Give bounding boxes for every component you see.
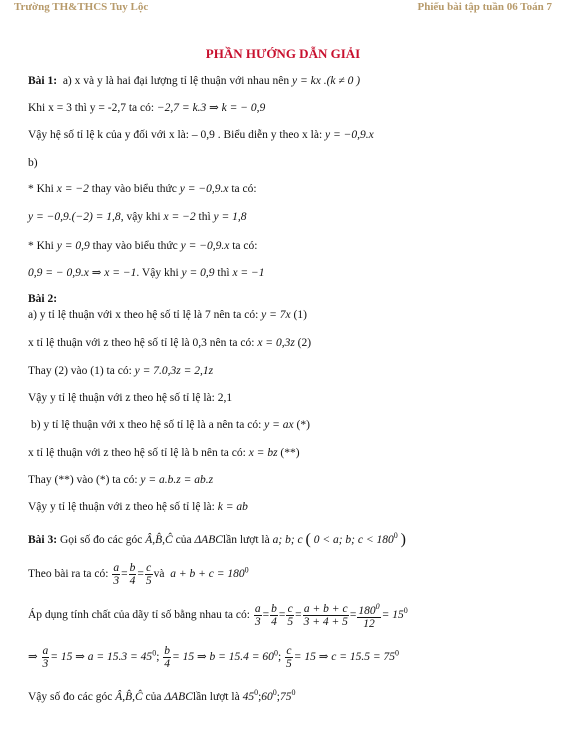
- math: x = −1: [232, 267, 265, 279]
- bai1-line-3: [28, 128, 374, 142]
- math: y = 7.0,3z = 2,1z: [134, 365, 214, 377]
- bai1-line-8: [28, 266, 265, 280]
- text: * Khi: [28, 183, 54, 195]
- math: 0,9 = − 0,9.x ⇒ x = −1: [28, 267, 137, 279]
- text: thì: [217, 267, 230, 279]
- math: y = −0,9.(−2) = 1,8: [28, 211, 121, 223]
- bai3-line-2: Theo bài ra ta có: $\frac{a}{3}$ = $\frac{b}{4}$ = $\frac{c}{5}$ và $a + b + c = 180^0$: [28, 562, 249, 587]
- math: x = −2: [163, 211, 196, 223]
- math: x = −2: [56, 183, 89, 195]
- text: ta có:: [231, 183, 257, 195]
- frac-a3: $\frac{a}{3}$: [113, 562, 120, 587]
- worksheet-title: Phiếu bài tập tuần 06 Toán 7: [417, 1, 552, 13]
- bai3-line-1: Bài 3: Gọi số đo các góc Â,B̂,Ĉ của ΔABClần lượt là a; b; c ( 0 < a; b; $c < 180^0$ ): [28, 531, 406, 549]
- text: x tỉ lệ thuận với z theo hệ số tỉ lệ là b nên ta có:: [28, 447, 246, 459]
- degree: 0: [393, 531, 398, 540]
- angles: Â,B̂,Ĉ: [145, 533, 173, 546]
- frac-b4: $\frac{b}{4}$: [129, 562, 136, 587]
- value: 75: [279, 690, 292, 703]
- text: Gọi số đo các góc: [59, 533, 143, 546]
- text: x tỉ lệ thuận với z theo hệ số tỉ lệ là 0,3 nên ta có:: [28, 337, 255, 349]
- angles: Â,B̂,Ĉ: [115, 690, 143, 703]
- text: lần lượt là: [222, 533, 270, 546]
- bai2-label: Bài 2:: [28, 293, 58, 305]
- text: ta có:: [232, 240, 258, 252]
- text: Thay (2) vào (1) ta có:: [28, 365, 132, 377]
- text: lần lượt là: [192, 690, 240, 703]
- math: y = −0,9.x: [180, 240, 230, 252]
- bai2-line-1: [28, 308, 307, 322]
- bai1-label: Bài 1:: [28, 75, 58, 87]
- math: y = 7x: [261, 309, 291, 321]
- bai1-a-text: a) x và y là hai đại lượng tỉ lệ thuận với nhau nên: [62, 75, 290, 87]
- bai1-l3-text: Vậy hệ số tỉ lệ k của y đối với x là: – 0,9 . Biểu diễn y theo x là:: [28, 129, 323, 141]
- text: . Vậy khi: [136, 267, 179, 279]
- bai3-label: Bài 3:: [28, 533, 58, 546]
- math: y = 0,9: [181, 267, 215, 279]
- frac-sum: $\frac{a + b + c}{3 + 4 + 5}$: [303, 602, 348, 628]
- bai1-line-2: [28, 101, 265, 115]
- math: y = ax: [264, 419, 294, 431]
- math: y = −0,9.x: [179, 183, 229, 195]
- tag: (*): [296, 419, 310, 431]
- bai1-l2-math: −2,7 = k.3 ⇒ k = − 0,9: [156, 102, 266, 114]
- text: và: [153, 568, 165, 581]
- math: x = 0,3z: [257, 337, 295, 349]
- triangle: ΔABC: [164, 690, 193, 703]
- tag: (**): [280, 447, 300, 459]
- bai3-line-5: Vậy số đo các góc Â,B̂,Ĉ của ΔABClần lượt là $45^0;60^0;75^0$: [28, 688, 296, 703]
- bai1-l3-math: y = −0,9.x: [325, 129, 374, 141]
- bai1-a-math: y = kx .(k ≠ 0 ): [292, 75, 361, 87]
- bai1-line-1: [28, 74, 360, 88]
- bai1-b-label: b): [28, 157, 38, 169]
- text: của: [175, 533, 192, 546]
- bai2-line-8: [28, 500, 248, 514]
- tag: (2): [297, 337, 312, 349]
- bai1-l2-text: Khi x = 3 thì y = -2,7 ta có:: [28, 102, 155, 114]
- bai2-line-5: [31, 418, 310, 432]
- text: Vậy số đo các góc: [28, 690, 113, 703]
- text: của: [145, 690, 162, 703]
- text: thay vào biểu thức: [91, 183, 177, 195]
- text: Áp dụng tính chất của dãy tỉ số bằng nhau ta có:: [28, 609, 250, 622]
- math: a; b; c: [272, 533, 303, 546]
- triangle: ΔABC: [194, 533, 223, 546]
- bai3-line-4: ⇒ $\frac{a}{3}$ = 15 ⇒ $a = 15.3 = 45^0$; $\frac{b}{4}$ = 15 ⇒ $b = 15.4 = 60^0$; $\frac{c}{5}$ = 15 ⇒ $c = 15.5 = 75^0$: [28, 645, 400, 670]
- math: = 15 ⇒ b = 15.4 = 60: [172, 651, 274, 664]
- bai2-line-2: [28, 336, 311, 350]
- tag: (1): [293, 309, 307, 321]
- text: Vậy y tỉ lệ thuận với z theo hệ số tỉ lệ là:: [28, 501, 215, 513]
- frac-180-12: $\frac{180^0}{12}$: [358, 602, 380, 630]
- bai2-line-7: [28, 473, 213, 487]
- math: = 15: [381, 609, 404, 622]
- frac-c5: $\frac{c}{5}$: [145, 562, 152, 587]
- math: y = 1,8: [213, 211, 247, 223]
- text: * Khi: [28, 240, 54, 252]
- text: Thay (**) vào (*) ta có:: [28, 474, 138, 486]
- math: = 15 ⇒ a = 15.3 = 45: [50, 651, 153, 664]
- text: a) y tỉ lệ thuận với x theo hệ số tỉ lệ là 7 nên ta có:: [28, 309, 259, 321]
- text: thì: [198, 211, 211, 223]
- math: y = 0,9: [56, 240, 90, 252]
- value: 45: [242, 690, 255, 703]
- bai1-line-6: [28, 210, 247, 224]
- value: 60: [261, 690, 273, 703]
- bai2-line-3: [28, 364, 213, 378]
- math: a + b + c = 180: [170, 568, 245, 581]
- bai2-line-6: [28, 446, 300, 460]
- text: Theo bài ra ta có:: [28, 568, 109, 581]
- bai1-line-5: [28, 182, 257, 196]
- math: y = a.b.z = ab.z: [140, 474, 214, 486]
- math: = 15 ⇒ c = 15.5 = 75: [293, 651, 396, 664]
- text: , vậy khi: [120, 211, 161, 223]
- bai1-line-7: [28, 239, 257, 253]
- math: k = ab: [217, 501, 248, 513]
- school-name: Trường TH&THCS Tuy Lộc: [14, 1, 149, 13]
- text: thay vào biểu thức: [92, 240, 178, 252]
- page-header: [0, 0, 566, 16]
- page-title: PHẦN HƯỚNG DẪN GIẢI: [205, 46, 361, 61]
- math: x = bz: [248, 447, 278, 459]
- bai2-line-4: Vậy y tỉ lệ thuận với z theo hệ số tỉ lệ là: 2,1: [28, 392, 233, 404]
- text: b) y tỉ lệ thuận với x theo hệ số tỉ lệ là a nên ta có:: [31, 419, 262, 431]
- condition: 0 < a; b; c < 180: [313, 533, 394, 546]
- bai3-line-3: Áp dụng tính chất của dãy tỉ số bằng nhau ta có: $\frac{a}{3}$ = $\frac{b}{4}$ = $\frac{c}{5}$ = $\frac{a + b + c}{3 + 4 + 5}$ = $\frac{180^0}{12}$ = $15^0$: [28, 602, 408, 630]
